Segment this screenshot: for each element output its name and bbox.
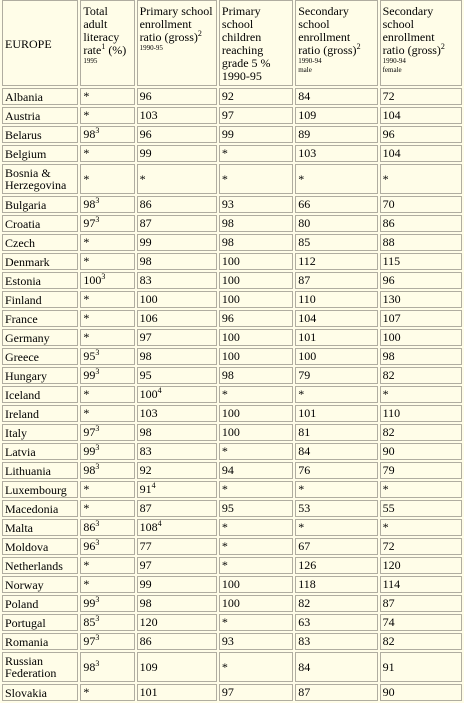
primary-grade5-cell: 96 [219,310,293,327]
secondary-female-cell: 90 [380,443,462,460]
primary-ratio-cell: 100 [137,291,217,308]
secondary-female-cell: * [380,481,462,498]
literacy-cell: * [80,291,134,308]
secondary-female-cell: 74 [380,614,462,631]
secondary-male-cell: 101 [295,329,377,346]
primary-ratio-cell: 101 [137,684,217,701]
literacy-cell: * [80,253,134,270]
primary-grade5-cell: 94 [219,462,293,479]
secondary-male-cell: 83 [295,633,377,650]
country-cell: Ireland [2,405,78,422]
literacy-cell: $99^3$ [80,595,134,612]
secondary-male-cell: 100 [295,348,377,365]
literacy-cell: * [80,107,134,124]
primary-grade5-cell: * [219,443,293,460]
country-cell: Luxembourg [2,481,78,498]
footnote-marker: 3 [95,595,100,604]
literacy-cell: $99^3$ [80,443,134,460]
footnote-marker: 4 [157,386,162,395]
secondary-male-cell: 118 [295,576,377,593]
footnote-marker: 3 [95,658,100,668]
table-body [2,88,462,701]
primary-ratio-cell: 95 [137,367,217,384]
header-secondary-female: Secondary school enrollment ratio (gross)$^2$ 1990-94 female [380,0,462,86]
country-cell: Italy [2,424,78,441]
table-row [2,234,462,251]
country-cell: France [2,310,78,327]
primary-ratio-cell: 98 [137,595,217,612]
secondary-female-cell: 115 [380,253,462,270]
country-cell: Albania [2,88,78,105]
literacy-cell: $97^3$ [80,424,134,441]
secondary-male-cell: 126 [295,557,377,574]
secondary-male-cell: 81 [295,424,377,441]
primary-grade5-cell: * [219,145,293,162]
secondary-female-cell: 91 [380,652,462,682]
secondary-male-cell: 89 [295,126,377,143]
primary-grade5-cell: 98 [219,215,293,232]
literacy-cell: * [80,684,134,701]
header-primary-ratio: Primary school enrollment ratio (gross)$^2$ 1990-95 [137,0,217,86]
country-cell: Romania [2,633,78,650]
primary-grade5-cell: 100 [219,348,293,365]
primary-grade5-cell: * [219,481,293,498]
primary-ratio-cell: 103 [137,405,217,422]
table-row [2,481,462,498]
primary-grade5-cell: 98 [219,234,293,251]
secondary-male-cell: 101 [295,405,377,422]
country-cell: Denmark [2,253,78,270]
secondary-female-cell: 90 [380,684,462,701]
table-row [2,462,462,479]
table-row [2,291,462,308]
country-cell: Belarus [2,126,78,143]
secondary-female-cell: 104 [380,107,462,124]
footnote-marker: 4 [151,481,156,490]
primary-grade5-cell: 93 [219,633,293,650]
primary-grade5-cell: * [219,538,293,555]
footnote-marker: 3 [95,519,100,528]
secondary-male-cell: 84 [295,652,377,682]
table-row [2,88,462,105]
primary-ratio-cell: 86 [137,633,217,650]
primary-ratio-cell: 103 [137,107,217,124]
table-row [2,253,462,270]
primary-ratio-cell: 99 [137,234,217,251]
table-row [2,310,462,327]
primary-ratio-cell: 120 [137,614,217,631]
primary-grade5-cell: 100 [219,272,293,289]
primary-ratio-cell: 98 [137,348,217,365]
secondary-male-cell: 63 [295,614,377,631]
country-cell: Macedonia [2,500,78,517]
secondary-male-cell: 84 [295,88,377,105]
literacy-cell: * [80,329,134,346]
secondary-female-cell: 120 [380,557,462,574]
secondary-male-cell: * [295,386,377,403]
primary-ratio-cell: 96 [137,88,217,105]
literacy-cell: $86^3$ [80,519,134,536]
country-cell: Lithuania [2,462,78,479]
table-row [2,576,462,593]
secondary-male-cell: 104 [295,310,377,327]
secondary-female-cell: 130 [380,291,462,308]
table-row [2,405,462,422]
primary-ratio-cell: 83 [137,272,217,289]
secondary-female-cell: 70 [380,196,462,213]
secondary-male-cell: * [295,164,377,194]
primary-ratio-cell: 97 [137,557,217,574]
primary-grade5-cell: 95 [219,500,293,517]
secondary-male-cell: 79 [295,367,377,384]
header-row [2,0,462,86]
secondary-female-cell: 55 [380,500,462,517]
footnote-marker: 3 [95,462,100,471]
primary-ratio-cell: 87 [137,215,217,232]
footnote-marker: 3 [95,538,100,547]
country-cell: Bulgaria [2,196,78,213]
table-row [2,164,462,194]
country-cell: Iceland [2,386,78,403]
secondary-male-cell: 110 [295,291,377,308]
table-row [2,500,462,517]
secondary-female-cell: 72 [380,538,462,555]
primary-ratio-cell: 106 [137,310,217,327]
table-row [2,272,462,289]
primary-ratio-cell: 98 [137,424,217,441]
secondary-female-cell: 88 [380,234,462,251]
footnote-marker: 3 [95,443,100,452]
primary-ratio-cell: 92 [137,462,217,479]
header-secondary-male: Secondary school enrollment ratio (gross)$^2$ 1990-94 male [295,0,377,86]
literacy-cell: $97^3$ [80,633,134,650]
literacy-cell: $97^3$ [80,215,134,232]
table-row [2,424,462,441]
literacy-cell: * [80,386,134,403]
primary-ratio-cell: 87 [137,500,217,517]
primary-grade5-cell: 100 [219,291,293,308]
header-region: EUROPE [2,0,78,86]
secondary-female-cell: 96 [380,126,462,143]
primary-ratio-cell: 99 [137,145,217,162]
footnote-marker: 3 [95,215,100,224]
primary-grade5-cell: 100 [219,576,293,593]
literacy-cell: $100^3$ [80,272,134,289]
literacy-cell: * [80,405,134,422]
literacy-cell: * [80,234,134,251]
literacy-cell: * [80,557,134,574]
footnote-marker: 3 [95,126,100,135]
country-cell: Russian Federation [2,652,78,682]
country-cell: Slovakia [2,684,78,701]
country-cell: Czech [2,234,78,251]
country-cell: Greece [2,348,78,365]
secondary-male-cell: * [295,481,377,498]
literacy-cell: $98^3$ [80,196,134,213]
country-cell: Poland [2,595,78,612]
secondary-male-cell: 85 [295,234,377,251]
literacy-cell: $98^3$ [80,652,134,682]
table-row [2,595,462,612]
secondary-female-cell: 72 [380,88,462,105]
secondary-female-cell: * [380,386,462,403]
literacy-cell: $95^3$ [80,348,134,365]
secondary-female-cell: 87 [380,595,462,612]
country-cell: Netherlands [2,557,78,574]
literacy-cell: * [80,88,134,105]
table-row [2,329,462,346]
primary-ratio-cell: 97 [137,329,217,346]
secondary-female-cell: 86 [380,215,462,232]
secondary-female-cell: 79 [380,462,462,479]
primary-ratio-cell: 109 [137,652,217,682]
primary-ratio-cell: 86 [137,196,217,213]
table-row [2,443,462,460]
primary-grade5-cell: 93 [219,196,293,213]
footnote-marker: 4 [157,519,162,528]
secondary-female-cell: 104 [380,145,462,162]
secondary-male-cell: 76 [295,462,377,479]
primary-grade5-cell: 100 [219,329,293,346]
secondary-female-cell: 114 [380,576,462,593]
country-cell: Portugal [2,614,78,631]
table-row [2,614,462,631]
literacy-cell: * [80,500,134,517]
primary-ratio-cell: 83 [137,443,217,460]
footnote-marker: 3 [95,348,100,357]
country-cell: Moldova [2,538,78,555]
secondary-female-cell: * [380,519,462,536]
table-row [2,145,462,162]
table-row [2,367,462,384]
country-cell: Estonia [2,272,78,289]
literacy-cell: * [80,164,134,194]
table-row [2,107,462,124]
primary-grade5-cell: 100 [219,405,293,422]
country-cell: Norway [2,576,78,593]
primary-grade5-cell: * [219,557,293,574]
secondary-female-cell: 98 [380,348,462,365]
secondary-male-cell: 66 [295,196,377,213]
literacy-cell: * [80,481,134,498]
secondary-female-cell: 96 [380,272,462,289]
primary-ratio-cell: $108^4$ [137,519,217,536]
table-row [2,557,462,574]
literacy-cell: $98^3$ [80,462,134,479]
primary-ratio-cell: 77 [137,538,217,555]
primary-grade5-cell: 97 [219,107,293,124]
primary-grade5-cell: 98 [219,367,293,384]
secondary-female-cell: 110 [380,405,462,422]
country-cell: Hungary [2,367,78,384]
secondary-male-cell: * [295,519,377,536]
secondary-male-cell: 87 [295,272,377,289]
secondary-female-cell: 107 [380,310,462,327]
primary-grade5-cell: 100 [219,253,293,270]
secondary-female-cell: * [380,164,462,194]
literacy-cell: * [80,145,134,162]
secondary-female-cell: 82 [380,424,462,441]
literacy-cell: * [80,576,134,593]
secondary-female-cell: 82 [380,367,462,384]
primary-grade5-cell: 92 [219,88,293,105]
country-cell: Croatia [2,215,78,232]
header-literacy: Total adult literacy rate$^1$ (%) 1995 [80,0,134,86]
primary-grade5-cell: 97 [219,684,293,701]
footnote-marker: 3 [101,272,106,281]
table-row [2,519,462,536]
country-cell: Germany [2,329,78,346]
secondary-male-cell: 84 [295,443,377,460]
secondary-female-cell: 82 [380,633,462,650]
table-row [2,126,462,143]
secondary-male-cell: 112 [295,253,377,270]
table-row [2,684,462,701]
country-cell: Malta [2,519,78,536]
country-cell: Austria [2,107,78,124]
secondary-male-cell: 109 [295,107,377,124]
primary-grade5-cell: * [219,519,293,536]
header-primary-grade5: Primary school children reaching grade 5 % 1990-95 [219,0,293,86]
literacy-cell: * [80,310,134,327]
footnote-marker: 3 [95,424,100,433]
table-row [2,386,462,403]
secondary-female-cell: 100 [380,329,462,346]
primary-ratio-cell: $100^4$ [137,386,217,403]
footnote-marker: 3 [95,367,100,376]
primary-ratio-cell: $91^4$ [137,481,217,498]
footnote-marker: 3 [95,196,100,205]
secondary-male-cell: 67 [295,538,377,555]
secondary-male-cell: 82 [295,595,377,612]
primary-grade5-cell: 100 [219,424,293,441]
secondary-male-cell: 103 [295,145,377,162]
secondary-male-cell: 87 [295,684,377,701]
literacy-cell: $96^3$ [80,538,134,555]
primary-grade5-cell: * [219,386,293,403]
table-row [2,348,462,365]
secondary-male-cell: 80 [295,215,377,232]
country-cell: Finland [2,291,78,308]
table-row [2,196,462,213]
country-cell: Latvia [2,443,78,460]
primary-ratio-cell: 99 [137,576,217,593]
primary-grade5-cell: * [219,614,293,631]
table-row [2,633,462,650]
literacy-cell: $99^3$ [80,367,134,384]
primary-grade5-cell: 99 [219,126,293,143]
primary-grade5-cell: * [219,164,293,194]
table-row [2,538,462,555]
country-cell: Belgium [2,145,78,162]
secondary-male-cell: 53 [295,500,377,517]
primary-ratio-cell: 96 [137,126,217,143]
country-cell: Bosnia & Herzegovina [2,164,78,194]
footnote-marker: 3 [95,614,100,623]
primary-ratio-cell: 98 [137,253,217,270]
literacy-cell: $98^3$ [80,126,134,143]
primary-grade5-cell: 100 [219,595,293,612]
primary-ratio-cell: * [137,164,217,194]
footnote-marker: 3 [95,633,100,642]
literacy-cell: $85^3$ [80,614,134,631]
table-row [2,215,462,232]
primary-grade5-cell: * [219,652,293,682]
